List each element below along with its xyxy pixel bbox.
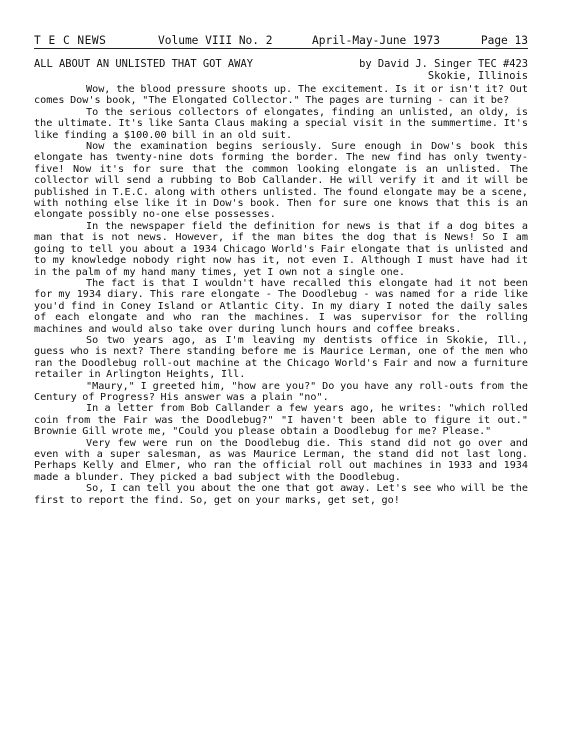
article-body <box>34 84 528 506</box>
author-location: Skokie, Illinois <box>427 70 528 82</box>
paragraph: In a letter from Bob Callander a few years ago, he writes: "which rolled coin from the Fair was the Doodlebug?" "I haven't been able to figure it out." Brownie Gill wrote me, "Could you please obtain a Doodlebug for me? Please." <box>34 403 528 438</box>
paragraph: In the newspaper field the definition for news is that if a dog bites a man that is not news. However, if the man bites the dog that is News! So I am going to tell you about a 1934 Chicago World's Fair elongate that is unlisted and to my knowledge nobody right now has it, not even I. Although I must have had it in the palm of my hand many times, yet I own not a single one. <box>34 220 528 278</box>
paragraph: To the serious collectors of elongates, finding an unlisted, an oldy, is the ultimate. It's like Santa Claus making a special visit in the summertime. It's like finding a $100.00 bill in an old suit. <box>34 106 528 141</box>
article-title: ALL ABOUT AN UNLISTED THAT GOT AWAY <box>34 58 253 70</box>
paragraph: So two years ago, as I'm leaving my dentists office in Skokie, Ill., guess who is next? There standing before me is Maurice Lerman, one of the men who ran the Doodlebug roll-out machine at the Chicago World's Fair and now a furniture retailer in Arlington Heights, Ill. <box>34 334 528 381</box>
page-number: Page 13 <box>480 34 528 47</box>
issue-date: April-May-June 1973 <box>312 34 440 47</box>
paragraph: Wow, the blood pressure shoots up. The excitement. Is it or isn't it? Out comes Dow's book, "The Elongated Collector." The pages are turning - can it be? <box>34 84 528 107</box>
article-byline: by David J. Singer TEC #423 <box>359 58 528 70</box>
page-header <box>34 34 528 48</box>
paragraph: "Maury," I greeted him, "how are you?" Do you have any roll-outs from the Century of Progress? His answer was a plain "no". <box>34 380 528 403</box>
paragraph: The fact is that I wouldn't have recalled this elongate had it not been for my 1934 diary. This rare elongate - The Doodlebug - was named for a ride like you'd find in Coney Island or Atlantic City. In my diary I noted the daily sales of each elongate and who ran the machines. I was supervisor for the rolling machines and would also take over during lunch hours and coffee breaks. <box>34 277 528 335</box>
article-heading <box>34 58 528 84</box>
publication-name: T E C NEWS <box>34 34 107 47</box>
volume-number: Volume VIII No. 2 <box>158 34 273 47</box>
paragraph: Now the examination begins seriously. Sure enough in Dow's book this elongate has twenty-nine dots forming the border. The new find has only twenty-five! Now it's for sure that the common looking elongate is an unlisted. The collector will send a rubbing to Bob Callander. He will verify it and it will be published in T.E.C. along with others unlisted. The found elongate may be a scene, with nothing else like it in Dow's book. Then for sure one knows that this is an elongate possibly no-one else possesses. <box>34 141 528 221</box>
header-divider <box>34 48 528 49</box>
paragraph: So, I can tell you about the one that got away. Let's see who will be the first to report the find. So, get on your marks, get set, go! <box>34 483 528 506</box>
paragraph: Very few were run on the Doodlebug die. This stand did not go over and even with a super salesman, as was Maurice Lerman, the stand did not last long. Perhaps Kelly and Elmer, who ran the official roll out machines in 1933 and 1934 made a blunder. They picked a bad subject with the Doodlebug. <box>34 437 528 483</box>
